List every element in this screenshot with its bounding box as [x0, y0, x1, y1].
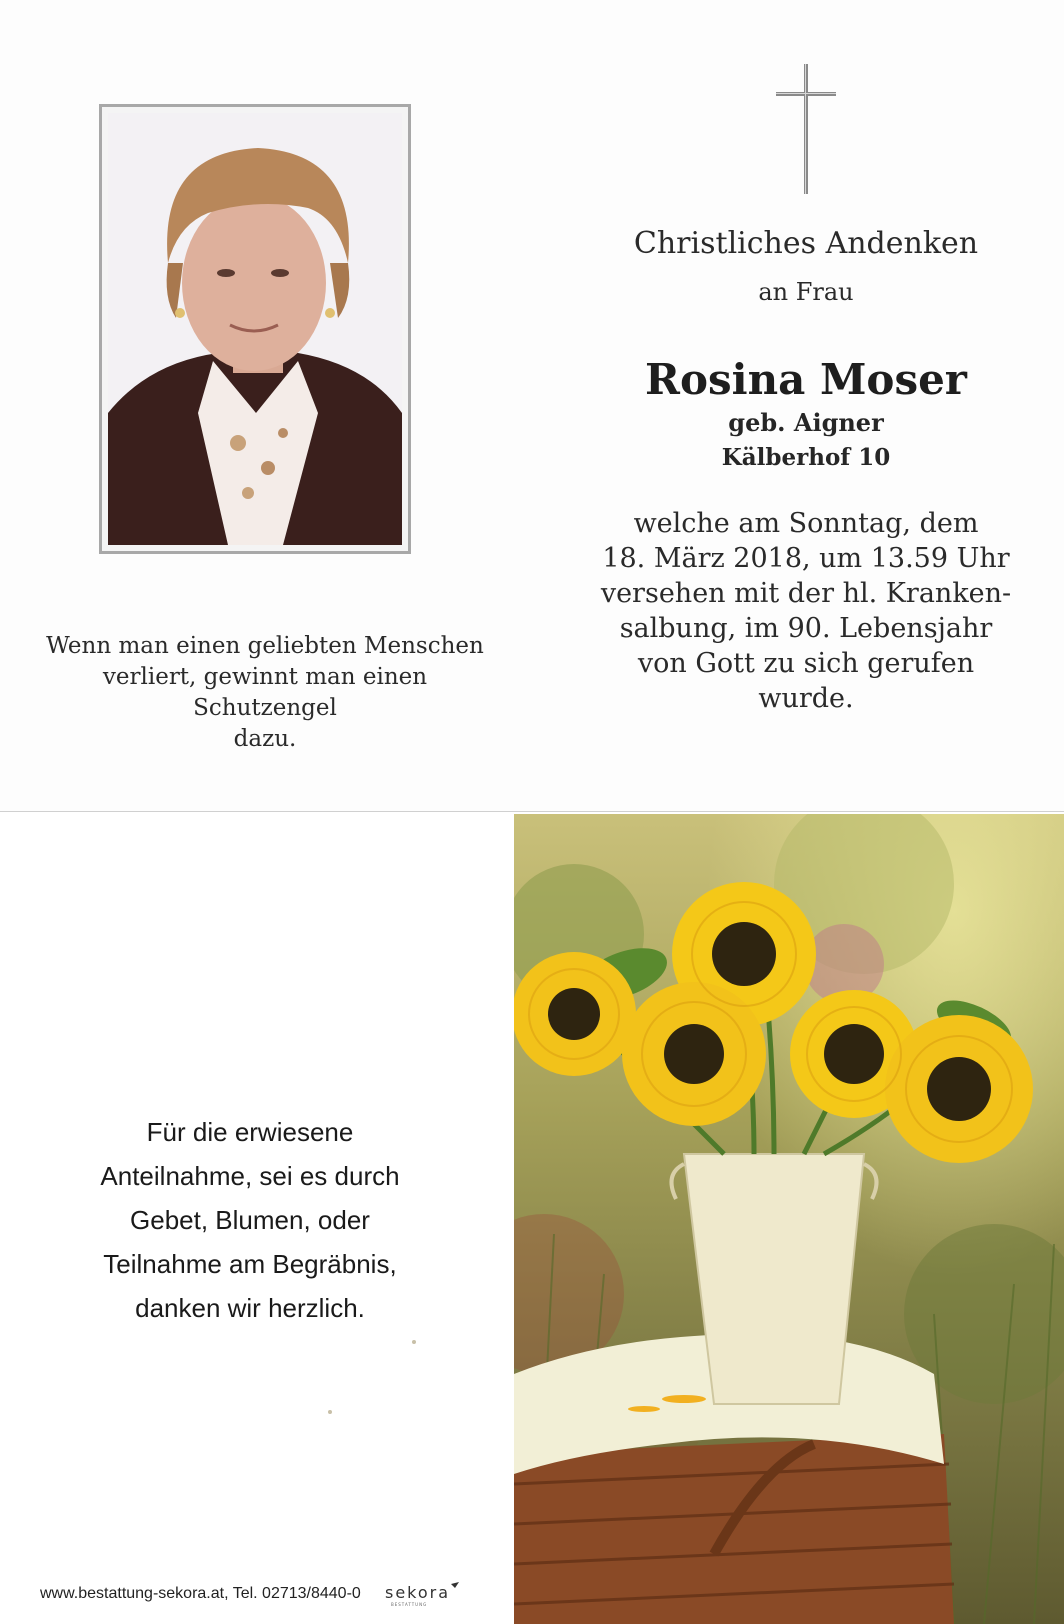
- sunflower-photo: [514, 814, 1064, 1624]
- quote-line: dazu.: [233, 726, 297, 752]
- thanks-line: Anteilnahme, sei es durch: [100, 1161, 400, 1191]
- footer-contact: www.bestattung-sekora.at, Tel. 02713/8440-0: [40, 1585, 361, 1602]
- paper-speck: [412, 1340, 416, 1344]
- thanks-line: danken wir herzlich.: [135, 1293, 365, 1323]
- sunflower: [885, 1015, 1033, 1163]
- sunflower: [622, 982, 766, 1126]
- deceased-name: Rosina Moser: [645, 355, 967, 404]
- death-notice-line: wurde.: [758, 683, 854, 714]
- death-notice-line: versehen mit der hl. Kranken-: [600, 578, 1012, 609]
- portrait-photo-frame: [99, 104, 411, 554]
- death-notice-line: 18. März 2018, um 13.59 Uhr: [602, 543, 1010, 574]
- bird-icon: [451, 1582, 459, 1588]
- memorial-quote: [30, 631, 500, 755]
- portrait-photo: [108, 113, 402, 545]
- salutation: an Frau: [758, 278, 854, 306]
- address: Kälberhof 10: [721, 444, 891, 471]
- death-notice-line: welche am Sonntag, dem: [633, 508, 979, 539]
- thanks-message: [40, 1110, 460, 1330]
- quote-line: verliert, gewinnt man einen Schutzengel: [102, 664, 428, 721]
- death-notice-line: von Gott zu sich gerufen: [637, 648, 975, 679]
- cross-icon: [776, 64, 836, 194]
- thanks-line: Gebet, Blumen, oder: [130, 1205, 370, 1235]
- sunflower: [514, 952, 636, 1076]
- maiden-name: geb. Aigner: [728, 408, 884, 437]
- paper-speck: [328, 1410, 332, 1414]
- quote-line: Wenn man einen geliebten Menschen: [46, 633, 484, 659]
- death-notice-line: salbung, im 90. Lebensjahr: [619, 613, 993, 644]
- card-heading: Christliches Andenken: [633, 226, 979, 261]
- thanks-line: Für die erwiesene: [146, 1117, 354, 1147]
- svg-text:sekora: sekora: [385, 1583, 451, 1602]
- svg-text:BESTATTUNG: BESTATTUNG: [391, 1602, 428, 1607]
- sekora-logo: [385, 1580, 465, 1610]
- thanks-line: Teilnahme am Begräbnis,: [103, 1249, 397, 1279]
